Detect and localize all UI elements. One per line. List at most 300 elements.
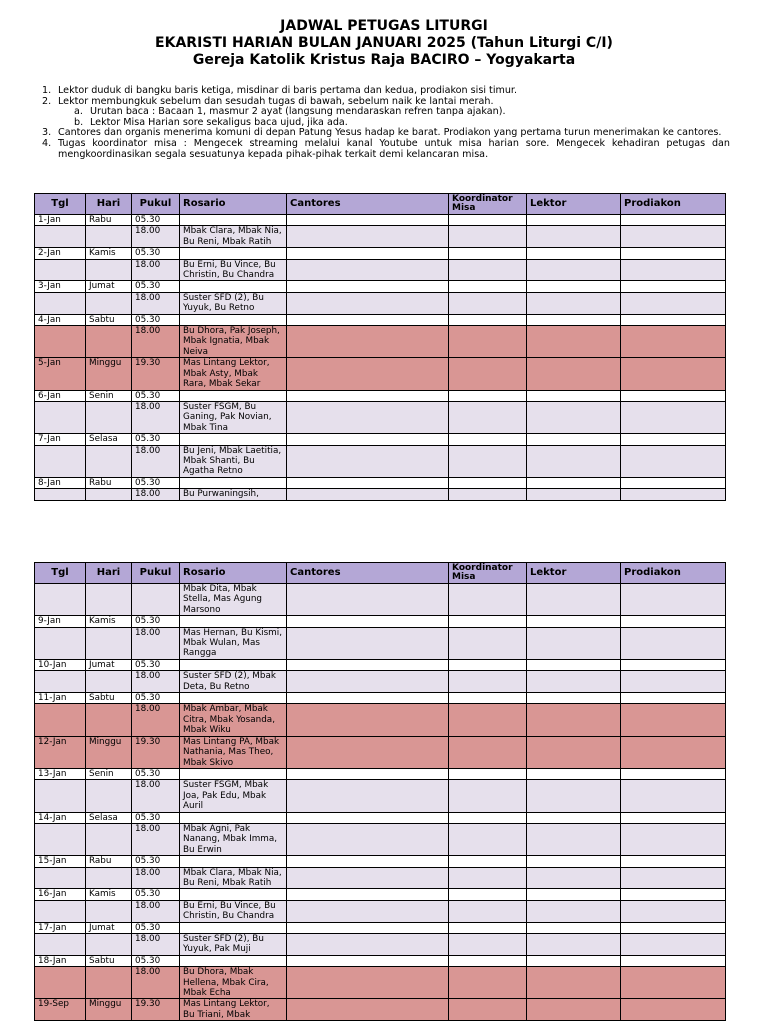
cell-cantores — [287, 226, 449, 248]
cell-rosario — [180, 314, 287, 325]
cell-lektor — [527, 955, 621, 966]
cell-cantores — [287, 704, 449, 736]
header-hari: Hari — [86, 563, 132, 584]
cell-tgl: 16-Jan — [35, 889, 86, 900]
cell-rosario — [180, 390, 287, 401]
cell-prodiakon — [621, 226, 726, 248]
instruction-4: 4. Tugas koordinator misa : Mengecek streaming melalui kanal Youtube untuk misa harian sore. Mengecek kehadiran petugas dan mengkoordinasikan segala sesuatunya kepada pihak-pihak terkait demi kelancaran misa. — [42, 137, 730, 160]
cell-lektor — [527, 215, 621, 226]
cell-lektor — [527, 967, 621, 999]
cell-koordinator — [449, 693, 527, 704]
cell-hari: Minggu — [86, 358, 132, 390]
cell-cantores — [287, 867, 449, 889]
cell-prodiakon — [621, 900, 726, 922]
cell-tgl — [35, 704, 86, 736]
cell-cantores — [287, 693, 449, 704]
cell-lektor — [527, 445, 621, 477]
cell-koordinator — [449, 434, 527, 445]
cell-koordinator — [449, 358, 527, 390]
cell-prodiakon — [621, 955, 726, 966]
table-row — [35, 226, 726, 248]
cell-hari — [86, 326, 132, 358]
cell-prodiakon — [621, 358, 726, 390]
cell-pukul: 18.00 — [132, 489, 180, 500]
cell-tgl — [35, 445, 86, 477]
cell-hari: Kamis — [86, 248, 132, 259]
cell-tgl: 15-Jan — [35, 856, 86, 867]
cell-hari: Minggu — [86, 999, 132, 1021]
table-row — [35, 736, 726, 768]
table-row — [35, 823, 726, 855]
cell-rosario — [180, 955, 287, 966]
cell-prodiakon — [621, 704, 726, 736]
cell-lektor — [527, 823, 621, 855]
cell-hari — [86, 780, 132, 812]
table-row — [35, 616, 726, 627]
cell-tgl: 12-Jan — [35, 736, 86, 768]
cell-koordinator — [449, 401, 527, 433]
cell-cantores — [287, 489, 449, 500]
cell-prodiakon — [621, 922, 726, 933]
cell-cantores — [287, 780, 449, 812]
cell-tgl — [35, 967, 86, 999]
cell-tgl: 9-Jan — [35, 616, 86, 627]
cell-prodiakon — [621, 434, 726, 445]
cell-hari: Sabtu — [86, 693, 132, 704]
cell-koordinator — [449, 215, 527, 226]
cell-cantores — [287, 768, 449, 779]
cell-cantores — [287, 477, 449, 488]
cell-tgl — [35, 934, 86, 956]
cell-rosario: Mbak Clara, Mbak Nia, Bu Reni, Mbak Ratih — [180, 226, 287, 248]
cell-koordinator — [449, 616, 527, 627]
cell-cantores — [287, 999, 449, 1021]
cell-hari — [86, 292, 132, 314]
cell-koordinator — [449, 867, 527, 889]
cell-rosario — [180, 215, 287, 226]
cell-hari: Sabtu — [86, 314, 132, 325]
header-lektor: Lektor — [527, 194, 621, 215]
cell-rosario: Mas Lintang Lektor, Mbak Asty, Mbak Rara, Mbak Sekar — [180, 358, 287, 390]
cell-pukul: 18.00 — [132, 326, 180, 358]
cell-prodiakon — [621, 584, 726, 616]
cell-rosario — [180, 856, 287, 867]
cell-hari: Senin — [86, 768, 132, 779]
cell-pukul: 05.30 — [132, 856, 180, 867]
cell-lektor — [527, 489, 621, 500]
cell-rosario — [180, 248, 287, 259]
cell-koordinator — [449, 248, 527, 259]
cell-hari — [86, 627, 132, 659]
cell-pukul: 18.00 — [132, 900, 180, 922]
cell-hari: Senin — [86, 390, 132, 401]
cell-lektor — [527, 401, 621, 433]
table-row — [35, 768, 726, 779]
cell-cantores — [287, 967, 449, 999]
cell-rosario: Bu Jeni, Mbak Laetitia, Mbak Shanti, Bu Agatha Retno — [180, 445, 287, 477]
cell-prodiakon — [621, 401, 726, 433]
cell-lektor — [527, 616, 621, 627]
table-row — [35, 659, 726, 670]
cell-pukul: 18.00 — [132, 671, 180, 693]
cell-prodiakon — [621, 259, 726, 281]
cell-pukul: 18.00 — [132, 780, 180, 812]
cell-rosario: Suster SFD (2), Bu Yuyuk, Pak Muji — [180, 934, 287, 956]
cell-cantores — [287, 292, 449, 314]
header-rosario: Rosario — [180, 194, 287, 215]
cell-pukul: 18.00 — [132, 934, 180, 956]
cell-pukul: 05.30 — [132, 281, 180, 292]
cell-cantores — [287, 955, 449, 966]
cell-lektor — [527, 922, 621, 933]
cell-hari: Selasa — [86, 812, 132, 823]
cell-cantores — [287, 248, 449, 259]
cell-cantores — [287, 314, 449, 325]
cell-pukul: 18.00 — [132, 445, 180, 477]
cell-rosario: Bu Erni, Bu Vince, Bu Christin, Bu Chandra — [180, 900, 287, 922]
cell-tgl: 5-Jan — [35, 358, 86, 390]
cell-lektor — [527, 292, 621, 314]
cell-koordinator — [449, 390, 527, 401]
cell-tgl: 19-Sep — [35, 999, 86, 1021]
cell-prodiakon — [621, 445, 726, 477]
cell-tgl: 8-Jan — [35, 477, 86, 488]
cell-hari — [86, 967, 132, 999]
cell-pukul: 05.30 — [132, 922, 180, 933]
cell-tgl: 17-Jan — [35, 922, 86, 933]
cell-cantores — [287, 445, 449, 477]
table-row — [35, 922, 726, 933]
cell-hari — [86, 867, 132, 889]
cell-pukul: 05.30 — [132, 314, 180, 325]
cell-rosario — [180, 812, 287, 823]
header-pukul: Pukul — [132, 563, 180, 584]
cell-hari — [86, 823, 132, 855]
cell-hari: Rabu — [86, 215, 132, 226]
cell-pukul: 18.00 — [132, 401, 180, 433]
cell-pukul: 05.30 — [132, 248, 180, 259]
instruction-2: 2. Lektor membungkuk sebelum dan sesudah tugas di bawah, sebelum naik ke lantai merah. — [42, 95, 494, 107]
cell-pukul: 05.30 — [132, 812, 180, 823]
cell-lektor — [527, 867, 621, 889]
cell-pukul: 05.30 — [132, 693, 180, 704]
cell-rosario: Bu Dhora, Mbak Hellena, Mbak Cira, Mbak Echa — [180, 967, 287, 999]
cell-koordinator — [449, 967, 527, 999]
cell-pukul: 18.00 — [132, 627, 180, 659]
header-cantores: Cantores — [287, 194, 449, 215]
cell-tgl: 2-Jan — [35, 248, 86, 259]
cell-rosario: Mbak Agni, Pak Nanang, Mbak Imma, Bu Erwin — [180, 823, 287, 855]
cell-koordinator — [449, 999, 527, 1021]
cell-lektor — [527, 390, 621, 401]
cell-tgl: 7-Jan — [35, 434, 86, 445]
cell-koordinator — [449, 226, 527, 248]
cell-cantores — [287, 215, 449, 226]
cell-pukul: 18.00 — [132, 226, 180, 248]
cell-prodiakon — [621, 967, 726, 999]
cell-prodiakon — [621, 780, 726, 812]
cell-tgl: 10-Jan — [35, 659, 86, 670]
cell-hari: Kamis — [86, 616, 132, 627]
cell-prodiakon — [621, 292, 726, 314]
cell-lektor — [527, 226, 621, 248]
table-row — [35, 934, 726, 956]
cell-lektor — [527, 281, 621, 292]
cell-koordinator — [449, 823, 527, 855]
cell-prodiakon — [621, 934, 726, 956]
cell-tgl — [35, 259, 86, 281]
cell-tgl — [35, 823, 86, 855]
cell-rosario — [180, 659, 287, 670]
schedule-body-2 — [35, 584, 726, 1021]
cell-lektor — [527, 768, 621, 779]
cell-cantores — [287, 434, 449, 445]
cell-lektor — [527, 259, 621, 281]
cell-hari — [86, 489, 132, 500]
cell-lektor — [527, 780, 621, 812]
cell-pukul: 19.30 — [132, 358, 180, 390]
cell-pukul: 05.30 — [132, 659, 180, 670]
cell-lektor — [527, 900, 621, 922]
cell-cantores — [287, 856, 449, 867]
cell-koordinator — [449, 704, 527, 736]
cell-prodiakon — [621, 326, 726, 358]
cell-prodiakon — [621, 856, 726, 867]
schedule-body-1 — [35, 215, 726, 501]
cell-pukul: 19.30 — [132, 736, 180, 768]
cell-prodiakon — [621, 671, 726, 693]
cell-lektor — [527, 693, 621, 704]
cell-lektor — [527, 856, 621, 867]
schedule-table-1 — [34, 193, 726, 501]
cell-rosario: Suster SFD (2), Mbak Deta, Bu Retno — [180, 671, 287, 693]
cell-tgl: 13-Jan — [35, 768, 86, 779]
cell-tgl: 6-Jan — [35, 390, 86, 401]
cell-hari: Rabu — [86, 477, 132, 488]
cell-pukul: 18.00 — [132, 704, 180, 736]
table-row — [35, 867, 726, 889]
cell-hari — [86, 226, 132, 248]
cell-rosario: Bu Dhora, Pak Joseph, Mbak Ignatia, Mbak Neiva — [180, 326, 287, 358]
cell-pukul: 19.30 — [132, 999, 180, 1021]
header-prodiakon: Prodiakon — [621, 194, 726, 215]
cell-koordinator — [449, 671, 527, 693]
cell-prodiakon — [621, 889, 726, 900]
cell-tgl — [35, 627, 86, 659]
cell-tgl — [35, 489, 86, 500]
cell-cantores — [287, 390, 449, 401]
cell-prodiakon — [621, 281, 726, 292]
cell-rosario: Suster FSGM, Mbak Joa, Pak Edu, Mbak Auril — [180, 780, 287, 812]
cell-cantores — [287, 922, 449, 933]
cell-hari: Sabtu — [86, 955, 132, 966]
instructions-list — [34, 86, 730, 160]
cell-hari — [86, 900, 132, 922]
table-row — [35, 967, 726, 999]
cell-prodiakon — [621, 768, 726, 779]
cell-cantores — [287, 584, 449, 616]
table-row — [35, 489, 726, 500]
table-row — [35, 477, 726, 488]
cell-tgl — [35, 584, 86, 616]
cell-pukul: 18.00 — [132, 823, 180, 855]
table-row — [35, 215, 726, 226]
cell-lektor — [527, 248, 621, 259]
instruction-2a: a. Urutan baca : Bacaan 1, masmur 2 ayat (langsung mendaraskan refren tanpa ajakan). — [74, 106, 506, 118]
cell-hari — [86, 671, 132, 693]
table-row — [35, 259, 726, 281]
cell-cantores — [287, 934, 449, 956]
cell-cantores — [287, 889, 449, 900]
cell-koordinator — [449, 326, 527, 358]
cell-rosario: Bu Erni, Bu Vince, Bu Christin, Bu Chandra — [180, 259, 287, 281]
cell-rosario — [180, 889, 287, 900]
cell-prodiakon — [621, 627, 726, 659]
cell-rosario: Mas Lintang PA, Mbak Nathania, Mas Theo, Mbak Skivo — [180, 736, 287, 768]
table-row — [35, 292, 726, 314]
cell-koordinator — [449, 889, 527, 900]
cell-cantores — [287, 823, 449, 855]
cell-prodiakon — [621, 489, 726, 500]
cell-lektor — [527, 659, 621, 670]
cell-rosario: Mas Hernan, Bu Kismi, Mbak Wulan, Mas Rangga — [180, 627, 287, 659]
cell-tgl — [35, 292, 86, 314]
cell-hari: Rabu — [86, 856, 132, 867]
table-row — [35, 584, 726, 616]
cell-tgl: 3-Jan — [35, 281, 86, 292]
cell-hari: Jumat — [86, 922, 132, 933]
cell-prodiakon — [621, 659, 726, 670]
table-row — [35, 780, 726, 812]
cell-koordinator — [449, 955, 527, 966]
instruction-3: 3. Cantores dan organis menerima komuni di depan Patung Yesus hadap ke barat. Prodiakon yang pertama turun menerimakan ke cantores. — [42, 127, 722, 139]
table-row — [35, 627, 726, 659]
table-row — [35, 812, 726, 823]
cell-tgl: 11-Jan — [35, 693, 86, 704]
cell-pukul: 05.30 — [132, 477, 180, 488]
cell-tgl: 4-Jan — [35, 314, 86, 325]
cell-cantores — [287, 326, 449, 358]
cell-cantores — [287, 736, 449, 768]
cell-rosario: Mbak Ambar, Mbak Citra, Mbak Yosanda, Mbak Wiku — [180, 704, 287, 736]
cell-rosario: Mbak Clara, Mbak Nia, Bu Reni, Mbak Ratih — [180, 867, 287, 889]
cell-koordinator — [449, 627, 527, 659]
cell-lektor — [527, 999, 621, 1021]
header-tgl: Tgl — [35, 563, 86, 584]
cell-prodiakon — [621, 215, 726, 226]
cell-rosario: Mas Lintang Lektor, Bu Triani, Mbak — [180, 999, 287, 1021]
cell-tgl: 14-Jan — [35, 812, 86, 823]
header-tgl: Tgl — [35, 194, 86, 215]
cell-prodiakon — [621, 616, 726, 627]
schedule-table-2 — [34, 562, 726, 1021]
cell-lektor — [527, 889, 621, 900]
cell-koordinator — [449, 768, 527, 779]
table-header-row — [35, 194, 726, 215]
document-title-block — [0, 18, 768, 69]
cell-pukul: 18.00 — [132, 867, 180, 889]
cell-lektor — [527, 704, 621, 736]
cell-lektor — [527, 627, 621, 659]
cell-rosario — [180, 768, 287, 779]
cell-prodiakon — [621, 823, 726, 855]
cell-cantores — [287, 281, 449, 292]
cell-hari: Jumat — [86, 659, 132, 670]
cell-rosario — [180, 693, 287, 704]
cell-koordinator — [449, 445, 527, 477]
cell-hari — [86, 934, 132, 956]
cell-koordinator — [449, 812, 527, 823]
cell-cantores — [287, 900, 449, 922]
cell-tgl: 18-Jan — [35, 955, 86, 966]
table-row — [35, 693, 726, 704]
header-prodiakon: Prodiakon — [621, 563, 726, 584]
cell-pukul — [132, 584, 180, 616]
cell-tgl — [35, 326, 86, 358]
header-hari: Hari — [86, 194, 132, 215]
cell-koordinator — [449, 934, 527, 956]
cell-lektor — [527, 934, 621, 956]
table-row — [35, 390, 726, 401]
cell-prodiakon — [621, 314, 726, 325]
cell-lektor — [527, 434, 621, 445]
cell-pukul: 18.00 — [132, 967, 180, 999]
cell-rosario: Suster SFD (2), Bu Yuyuk, Bu Retno — [180, 292, 287, 314]
cell-koordinator — [449, 780, 527, 812]
table-header-row — [35, 563, 726, 584]
title-line-2: EKARISTI HARIAN BULAN JANUARI 2025 (Tahun Liturgi C/I) — [155, 35, 613, 51]
cell-tgl — [35, 401, 86, 433]
cell-koordinator — [449, 314, 527, 325]
cell-rosario: Bu Purwaningsih, — [180, 489, 287, 500]
cell-tgl — [35, 671, 86, 693]
cell-hari: Selasa — [86, 434, 132, 445]
cell-pukul: 05.30 — [132, 768, 180, 779]
cell-rosario: Mbak Dita, Mbak Stella, Mas Agung Marsono — [180, 584, 287, 616]
instruction-2b: b. Lektor Misa Harian sore sekaligus baca ujud, jika ada. — [74, 116, 348, 128]
cell-rosario: Suster FSGM, Bu Ganing, Pak Novian, Mbak Tina — [180, 401, 287, 433]
cell-hari — [86, 584, 132, 616]
cell-pukul: 05.30 — [132, 955, 180, 966]
cell-pukul: 05.30 — [132, 215, 180, 226]
title-line-1: JADWAL PETUGAS LITURGI — [280, 18, 488, 34]
table-row — [35, 999, 726, 1021]
header-rosario: Rosario — [180, 563, 287, 584]
cell-cantores — [287, 358, 449, 390]
header-cantores: Cantores — [287, 563, 449, 584]
table-row — [35, 314, 726, 325]
cell-pukul: 05.30 — [132, 889, 180, 900]
table-row — [35, 445, 726, 477]
cell-koordinator — [449, 856, 527, 867]
title-line-3: Gereja Katolik Kristus Raja BACIRO – Yogyakarta — [192, 52, 576, 68]
cell-prodiakon — [621, 693, 726, 704]
cell-koordinator — [449, 292, 527, 314]
cell-cantores — [287, 259, 449, 281]
cell-tgl — [35, 900, 86, 922]
table-row — [35, 281, 726, 292]
cell-hari: Minggu — [86, 736, 132, 768]
cell-pukul: 18.00 — [132, 259, 180, 281]
cell-koordinator — [449, 922, 527, 933]
cell-lektor — [527, 812, 621, 823]
cell-cantores — [287, 627, 449, 659]
cell-prodiakon — [621, 390, 726, 401]
table-row — [35, 955, 726, 966]
table-row — [35, 889, 726, 900]
cell-tgl: 1-Jan — [35, 215, 86, 226]
cell-hari: Kamis — [86, 889, 132, 900]
